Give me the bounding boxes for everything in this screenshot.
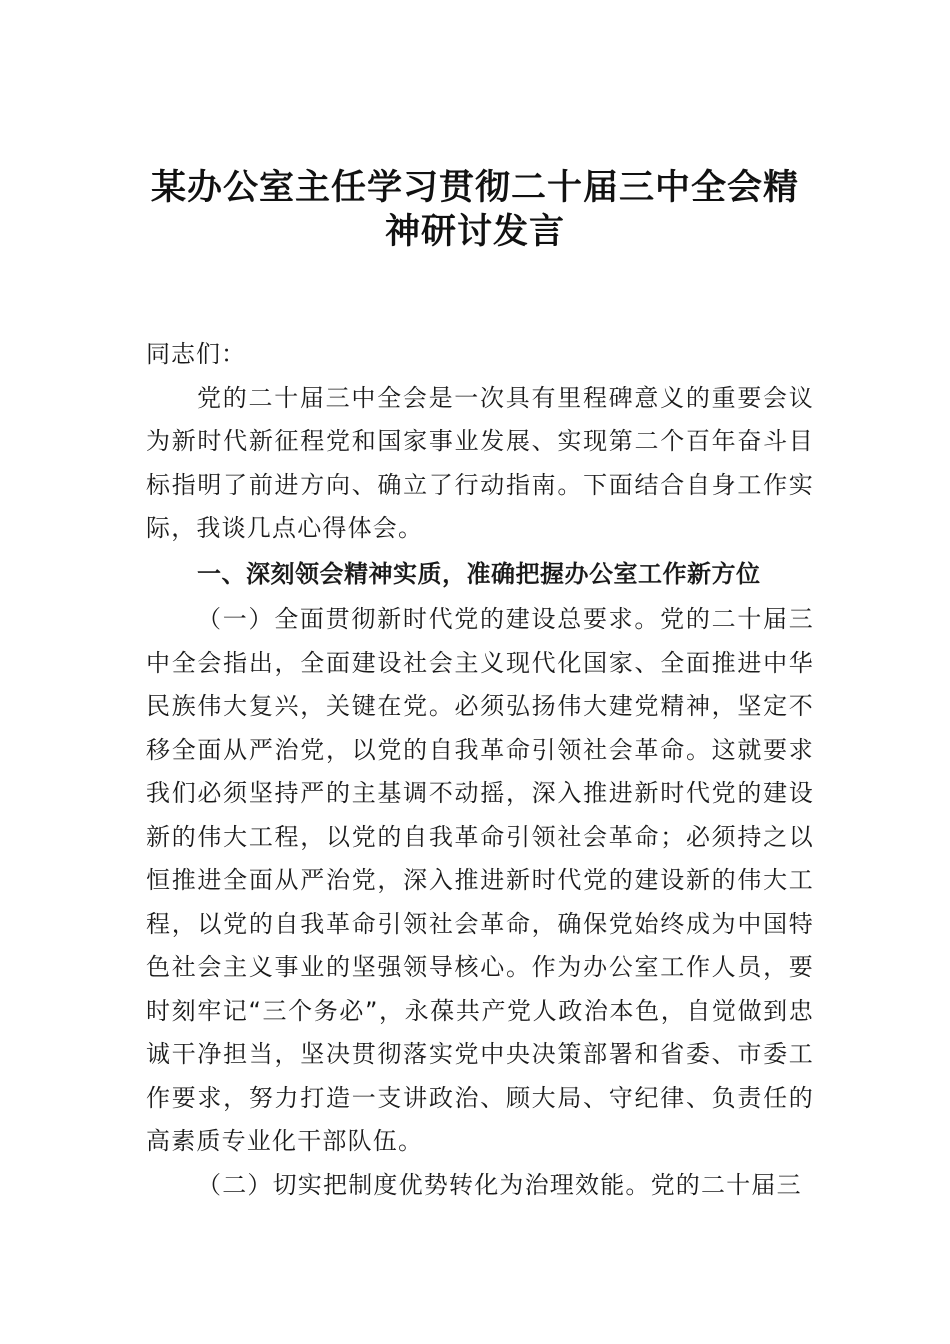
intro-paragraph: 党的二十届三中全会是一次具有里程碑意义的重要会议为新时代新征程党和国家事业发展、实现第二个百年奋斗目标指明了前进方向、确立了行动指南。下面结合自身工作实际，我谈几点心得体会。 <box>146 383 814 542</box>
document-body <box>146 333 814 1207</box>
document-title-line1: 某办公室主任学习贯彻二十届三中全会精 <box>150 167 799 208</box>
section1-paragraph-2: （二）切实把制度优势转化为治理效能。党的二十届三 <box>197 1170 802 1199</box>
salutation: 同志们： <box>146 340 246 368</box>
section-heading-1: 一、深刻领会精神实质，准确把握办公室工作新方位 <box>197 559 761 588</box>
document-title-line2: 神研讨发言 <box>384 211 565 252</box>
section1-paragraph-1: （一）全面贯彻新时代党的建设总要求。党的二十届三中全会指出，全面建设社会主义现代化国家、全面推进中华民族伟大复兴，关键在党。必须弘扬伟大建党精神，坚定不移全面从严治党，以党的自我革命引领社会革命。这就要求我们必须坚持严的主基调不动摇，深入推进新时代党的建设新的伟大工程，以党的自我革命引领社会革命；必须持之以恒推进全面从严治党，深入推进新时代党的建设新的伟大工程，以党的自我革命引领社会革命，确保党始终成为中国特色社会主义事业的坚强领导核心。作为办公室工作人员，要时刻牢记“三个务必”，永葆共产党人政治本色，自觉做到忠诚干净担当，坚决贯彻落实党中央决策部署和省委、市委工作要求，努力打造一支讲政治、顾大局、守纪律、负责任的高素质专业化干部队伍。 <box>146 605 814 1155</box>
